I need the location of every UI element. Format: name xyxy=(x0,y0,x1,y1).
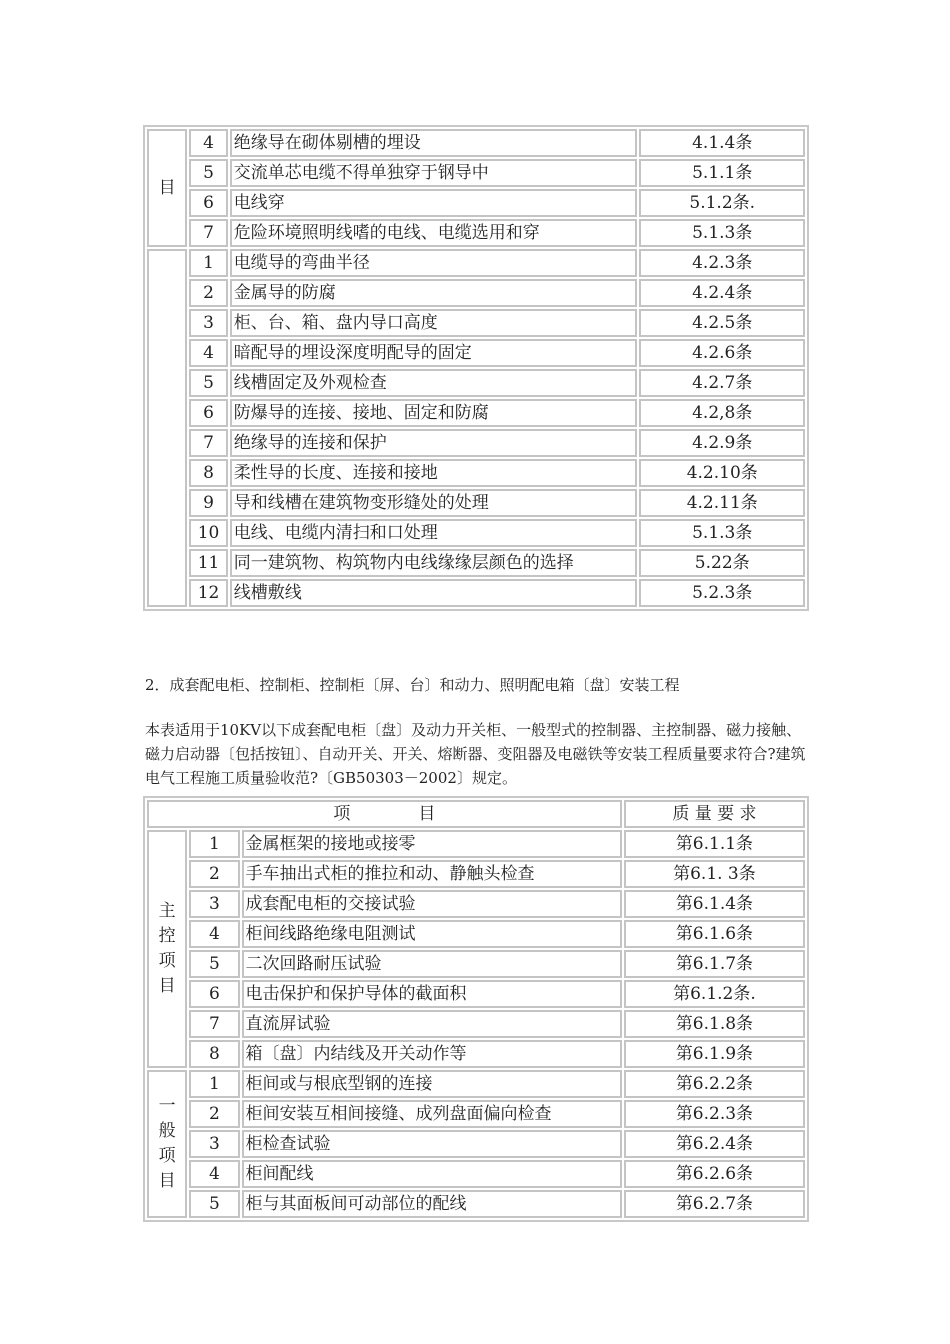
row-ref: 第6.2.7条 xyxy=(624,1190,805,1218)
row-ref: 5.1.1条 xyxy=(639,159,805,187)
row-number: 1 xyxy=(189,1070,239,1098)
row-number: 4 xyxy=(189,339,227,367)
row-item: 柜间或与根底型钢的连接 xyxy=(242,1070,622,1098)
row-item: 暗配导的埋设深度明配导的固定 xyxy=(230,339,638,367)
row-ref: 4.2.10条 xyxy=(639,459,805,487)
row-number: 9 xyxy=(189,489,227,517)
table-row xyxy=(147,549,805,577)
row-ref: 第6.1.6条 xyxy=(624,920,805,948)
table-row xyxy=(147,579,805,607)
table-row xyxy=(147,1070,805,1098)
row-ref: 4.2.5条 xyxy=(639,309,805,337)
row-number: 2 xyxy=(189,1100,239,1128)
row-ref: 第6.2.2条 xyxy=(624,1070,805,1098)
row-number: 5 xyxy=(189,369,227,397)
table-row xyxy=(147,950,805,978)
inspection-table-2 xyxy=(143,796,809,1222)
row-number: 12 xyxy=(189,579,227,607)
row-ref: 4.2.6条 xyxy=(639,339,805,367)
row-item: 导和线槽在建筑物变形缝处的处理 xyxy=(230,489,638,517)
row-number: 6 xyxy=(189,980,239,1008)
table-row xyxy=(147,369,805,397)
row-number: 8 xyxy=(189,1040,239,1068)
row-ref: 第6.2.3条 xyxy=(624,1100,805,1128)
row-item: 金属导的防腐 xyxy=(230,279,638,307)
row-ref: 4.2,8条 xyxy=(639,399,805,427)
row-item: 柜与其面板间可动部位的配线 xyxy=(242,1190,622,1218)
row-number: 1 xyxy=(189,249,227,277)
row-number: 6 xyxy=(189,399,227,427)
row-ref: 4.2.7条 xyxy=(639,369,805,397)
row-item: 绝缘导的连接和保护 xyxy=(230,429,638,457)
row-number: 5 xyxy=(189,159,227,187)
row-item: 危险环境照明线嗜的电线、电缆选用和穿 xyxy=(230,219,638,247)
row-item: 电线穿 xyxy=(230,189,638,217)
table-row xyxy=(147,980,805,1008)
row-number: 5 xyxy=(189,950,239,978)
row-number: 7 xyxy=(189,429,227,457)
row-item: 二次回路耐压试验 xyxy=(242,950,622,978)
table-row xyxy=(147,339,805,367)
table-row xyxy=(147,1100,805,1128)
row-ref: 第6.2.4条 xyxy=(624,1130,805,1158)
row-number: 3 xyxy=(189,309,227,337)
row-item: 成套配电柜的交接试验 xyxy=(242,890,622,918)
row-number: 4 xyxy=(189,129,227,157)
row-item: 线槽敷线 xyxy=(230,579,638,607)
header-requirement: 质 量 要 求 xyxy=(624,800,805,828)
table-row xyxy=(147,519,805,547)
row-ref: 第6.1.1条 xyxy=(624,830,805,858)
row-item: 柜间安装互相间接缝、成列盘面偏向检查 xyxy=(242,1100,622,1128)
row-number: 7 xyxy=(189,219,227,247)
row-number: 4 xyxy=(189,1160,239,1188)
row-ref: 4.2.11条 xyxy=(639,489,805,517)
row-number: 2 xyxy=(189,860,239,888)
table-row xyxy=(147,399,805,427)
row-number: 3 xyxy=(189,890,239,918)
row-ref: 第6.1.4条 xyxy=(624,890,805,918)
row-ref: 4.1.4条 xyxy=(639,129,805,157)
row-item: 柜间配线 xyxy=(242,1160,622,1188)
table-row xyxy=(147,129,805,157)
table-row xyxy=(147,489,805,517)
row-number: 10 xyxy=(189,519,227,547)
group-label xyxy=(147,249,187,607)
table-row xyxy=(147,890,805,918)
row-item: 电线、电缆内清扫和口处理 xyxy=(230,519,638,547)
row-ref: 第6.1.9条 xyxy=(624,1040,805,1068)
row-ref: 4.2.3条 xyxy=(639,249,805,277)
general-items-label: 一 般 项 目 xyxy=(147,1070,187,1218)
row-item: 绝缘导在砌体剔槽的埋设 xyxy=(230,129,638,157)
table-row xyxy=(147,459,805,487)
table-row xyxy=(147,920,805,948)
table-row xyxy=(147,1160,805,1188)
row-ref: 第6.2.6条 xyxy=(624,1160,805,1188)
table-row xyxy=(147,249,805,277)
row-ref: 第6.1. 3条 xyxy=(624,860,805,888)
table-header-row xyxy=(147,800,805,828)
table-row xyxy=(147,1130,805,1158)
row-item: 柔性导的长度、连接和接地 xyxy=(230,459,638,487)
row-item: 防爆导的连接、接地、固定和防腐 xyxy=(230,399,638,427)
row-number: 1 xyxy=(189,830,239,858)
row-item: 柜间线路绝缘电阻测试 xyxy=(242,920,622,948)
scope-paragraph: 本表适用于10KV以下成套配电柜〔盘〕及动力开关柜、一般型式的控制器、主控制器、磁力接触、磁力启动器〔包括按钮〕、自动开关、开关、熔断器、变阻器及电磁铁等安装工程质量要求符合?建筑电气工程施工质量验收范?〔GB50303－2002〕规定。 xyxy=(145,721,806,787)
row-item: 交流单芯电缆不得单独穿于钢导中 xyxy=(230,159,638,187)
row-ref: 第6.1.2条. xyxy=(624,980,805,1008)
row-number: 3 xyxy=(189,1130,239,1158)
row-item: 手车抽出式柜的推拉和动、静触头检查 xyxy=(242,860,622,888)
main-items-label: 主 控 项 目 xyxy=(147,830,187,1068)
table-row xyxy=(147,279,805,307)
row-number: 6 xyxy=(189,189,227,217)
group-label: 目 xyxy=(147,129,187,247)
row-ref: 5.2.3条 xyxy=(639,579,805,607)
row-item: 金属框架的接地或接零 xyxy=(242,830,622,858)
row-number: 4 xyxy=(189,920,239,948)
row-ref: 4.2.9条 xyxy=(639,429,805,457)
row-item: 柜检查试验 xyxy=(242,1130,622,1158)
row-item: 箱〔盘〕内结线及开关动作等 xyxy=(242,1040,622,1068)
table-row xyxy=(147,1040,805,1068)
row-ref: 5.1.3条 xyxy=(639,519,805,547)
row-ref: 5.1.2条. xyxy=(639,189,805,217)
table-row xyxy=(147,159,805,187)
row-ref: 第6.1.7条 xyxy=(624,950,805,978)
table-row xyxy=(147,1010,805,1038)
row-number: 7 xyxy=(189,1010,239,1038)
row-item: 电缆导的弯曲半径 xyxy=(230,249,638,277)
row-number: 11 xyxy=(189,549,227,577)
table-row xyxy=(147,429,805,457)
row-item: 同一建筑物、构筑物内电线缘缘层颜色的选择 xyxy=(230,549,638,577)
row-ref: 5.22条 xyxy=(639,549,805,577)
row-item: 柜、台、箱、盘内导口高度 xyxy=(230,309,638,337)
header-item: 项 目 xyxy=(147,800,622,828)
table-row xyxy=(147,1190,805,1218)
row-ref: 5.1.3条 xyxy=(639,219,805,247)
table-row xyxy=(147,309,805,337)
table-row xyxy=(147,189,805,217)
row-number: 8 xyxy=(189,459,227,487)
row-ref: 4.2.4条 xyxy=(639,279,805,307)
table-row xyxy=(147,830,805,858)
row-item: 直流屏试验 xyxy=(242,1010,622,1038)
row-item: 电击保护和保护导体的截面积 xyxy=(242,980,622,1008)
row-number: 2 xyxy=(189,279,227,307)
row-item: 线槽固定及外观检查 xyxy=(230,369,638,397)
row-ref: 第6.1.8条 xyxy=(624,1010,805,1038)
table-row xyxy=(147,219,805,247)
inspection-table-1 xyxy=(143,125,809,611)
row-number: 5 xyxy=(189,1190,239,1218)
section-title: 2．成套配电柜、控制柜、控制柜〔屏、台〕和动力、照明配电箱〔盘〕安装工程 xyxy=(145,676,680,694)
table-row xyxy=(147,860,805,888)
